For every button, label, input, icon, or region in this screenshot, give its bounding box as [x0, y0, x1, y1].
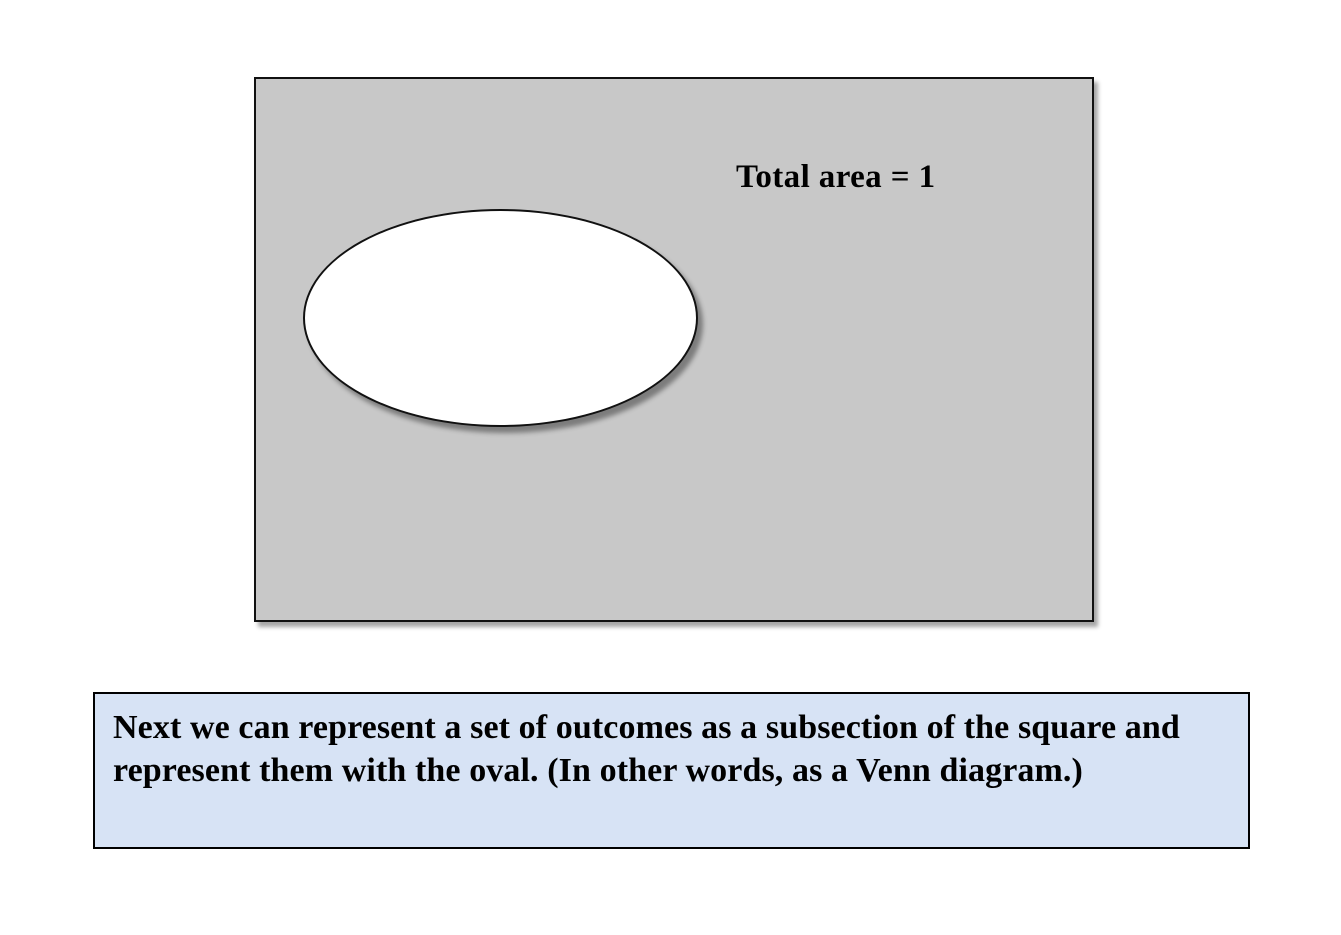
- total-area-label: Total area = 1: [736, 159, 936, 195]
- caption-box: [93, 692, 1250, 849]
- caption-text: Next we can represent a set of outcomes as a subsection of the square and represent them with the oval. (In other words, as a Venn diagram.): [113, 709, 1180, 790]
- sample-space-rectangle: [254, 77, 1094, 622]
- event-oval: [303, 209, 698, 427]
